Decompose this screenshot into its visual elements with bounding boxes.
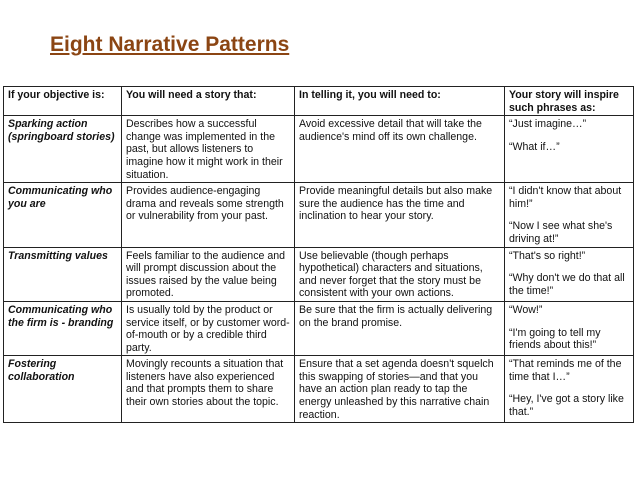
phrases-cell xyxy=(505,301,634,355)
phrases-cell xyxy=(505,356,634,423)
table-header-row xyxy=(4,87,634,116)
phrase: “Why don't we do that all the time!” xyxy=(509,272,625,297)
telling-cell: Be sure that the firm is actually delivering on the brand promise. xyxy=(295,301,505,355)
objective-cell: Communicating who you are xyxy=(4,183,122,247)
objective-cell: Transmitting values xyxy=(4,247,122,301)
phrase: “Hey, I've got a story like that.” xyxy=(509,393,624,419)
header-phrases: Your story will inspire such phrases as: xyxy=(505,87,634,116)
telling-cell: Avoid excessive detail that will take the audience's mind off its own challenge. xyxy=(295,116,505,183)
objective-cell: Communicating who the firm is - branding xyxy=(4,301,122,355)
narrative-patterns-table xyxy=(3,86,634,423)
table-row xyxy=(4,183,634,247)
phrase: “That's so right!” xyxy=(509,249,586,262)
objective-cell: Fostering collaboration xyxy=(4,356,122,423)
header-objective: If your objective is: xyxy=(4,87,122,116)
phrase: “Now I see what she's driving at!” xyxy=(509,220,613,245)
phrase: “I didn't know that about him!” xyxy=(509,185,622,210)
objective-cell: Sparking action (springboard stories) xyxy=(4,116,122,183)
telling-cell: Provide meaningful details but also make sure the audience has the time and inclination to hear your story. xyxy=(295,183,505,247)
story-cell: Feels familiar to the audience and will prompt discussion about the issues raised by the value being promoted. xyxy=(122,247,295,301)
phrases-cell xyxy=(505,247,634,301)
phrase: “That reminds me of the time that I…” xyxy=(509,358,622,383)
header-story: You will need a story that: xyxy=(122,87,295,116)
header-telling: In telling it, you will need to: xyxy=(295,87,505,116)
table-row xyxy=(4,301,634,355)
story-cell: Describes how a successful change was implemented in the past, but allows listeners to imagine how it might work in their situation. xyxy=(122,116,295,183)
phrase: “I'm going to tell my friends about this!” xyxy=(509,326,601,352)
story-cell: Is usually told by the product or service itself, or by customer word-of-mouth or by a credible third party. xyxy=(122,301,295,355)
slide-title: Eight Narrative Patterns xyxy=(50,33,290,56)
telling-cell: Use believable (though perhaps hypothetical) characters and situations, and never forget that the story must be consistent with your own actions. xyxy=(295,247,505,301)
phrase: “What if…” xyxy=(509,140,560,153)
table-row xyxy=(4,247,634,301)
story-cell: Provides audience-engaging drama and reveals some strength or vulnerability from your past. xyxy=(122,183,295,247)
story-cell: Movingly recounts a situation that listeners have also experienced and that prompts them to share their own stories about the topic. xyxy=(122,356,295,423)
table-row xyxy=(4,116,634,183)
phrase: “Wow!” xyxy=(509,303,543,316)
phrases-cell xyxy=(505,183,634,247)
table-row xyxy=(4,356,634,423)
phrases-cell xyxy=(505,116,634,183)
phrase: “Just imagine…” xyxy=(509,118,587,131)
telling-cell: Ensure that a set agenda doesn't squelch this swapping of stories—and that you have an action plan ready to tap the energy unleashed by this narrative chain reaction. xyxy=(295,356,505,423)
